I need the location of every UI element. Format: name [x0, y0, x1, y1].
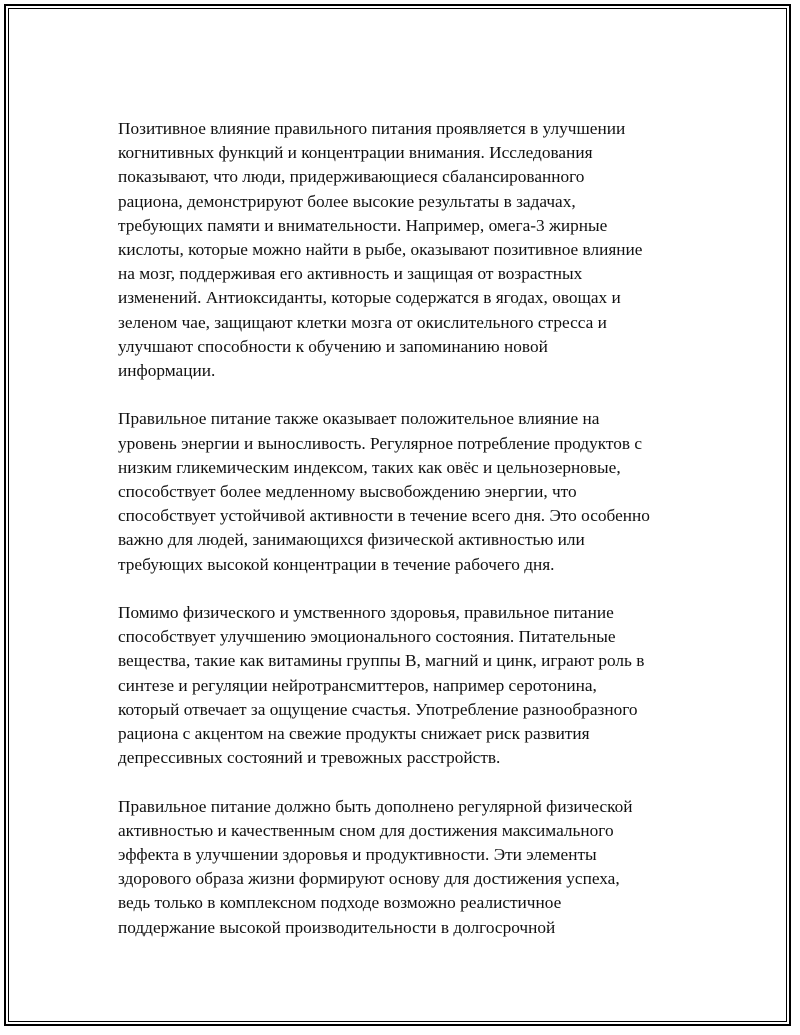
paragraph-emotional: Помимо физического и умственного здоровья, правильное питание способствует улучшению эмоционального состояния. Питательные вещества, такие как витамины группы B, магний и цинк, играют роль в синтезе и регуляции нейротрансмиттеров, например серотонина, который отвечает за ощущение счастья. Употребление разнообразного рациона с акцентом на свежие продукты снижает риск развития депрессивных состояний и тревожных расстройств.: [118, 603, 645, 768]
document-body: [118, 117, 703, 964]
paragraph-cognitive: Позитивное влияние правильного питания проявляется в улучшении когнитивных функций и концентрации внимания. Исследования показывают, что люди, придерживающиеся сбалансированного рациона, демонстрируют более высокие результаты в задачах, требующих памяти и внимательности. Например, омега-3 жирные кислоты, которые можно найти в рыбе, оказывают позитивное влияние на мозг, поддерживая его активность и защищая от возрастных изменений. Антиоксиданты, которые содержатся в ягодах, овощах и зеленом чае, защищают клетки мозга от окислительного стресса и улучшают способности к обучению и запоминанию новой информации.: [118, 119, 643, 381]
paragraph-energy: Правильное питание также оказывает положительное влияние на уровень энергии и выносливость. Регулярное потребление продуктов с низким гликемическим индексом, таких как овёс и цельнозерновые, способствует более медленному высвобождению энергии, что способствует устойчивой активности в течение всего дня. Это особенно важно для людей, занимающихся физической активностью или требующих высокой концентрации в течение рабочего дня.: [118, 409, 650, 574]
paragraph-lifestyle: Правильное питание должно быть дополнено регулярной физической активностью и качественным сном для достижения максимального эффекта в улучшении здоровья и продуктивности. Эти элементы здорового образа жизни формируют основу для достижения успеха, ведь только в комплексном подходе возможно реалистичное поддержание высокой производительности в долгосрочной: [118, 796, 633, 937]
